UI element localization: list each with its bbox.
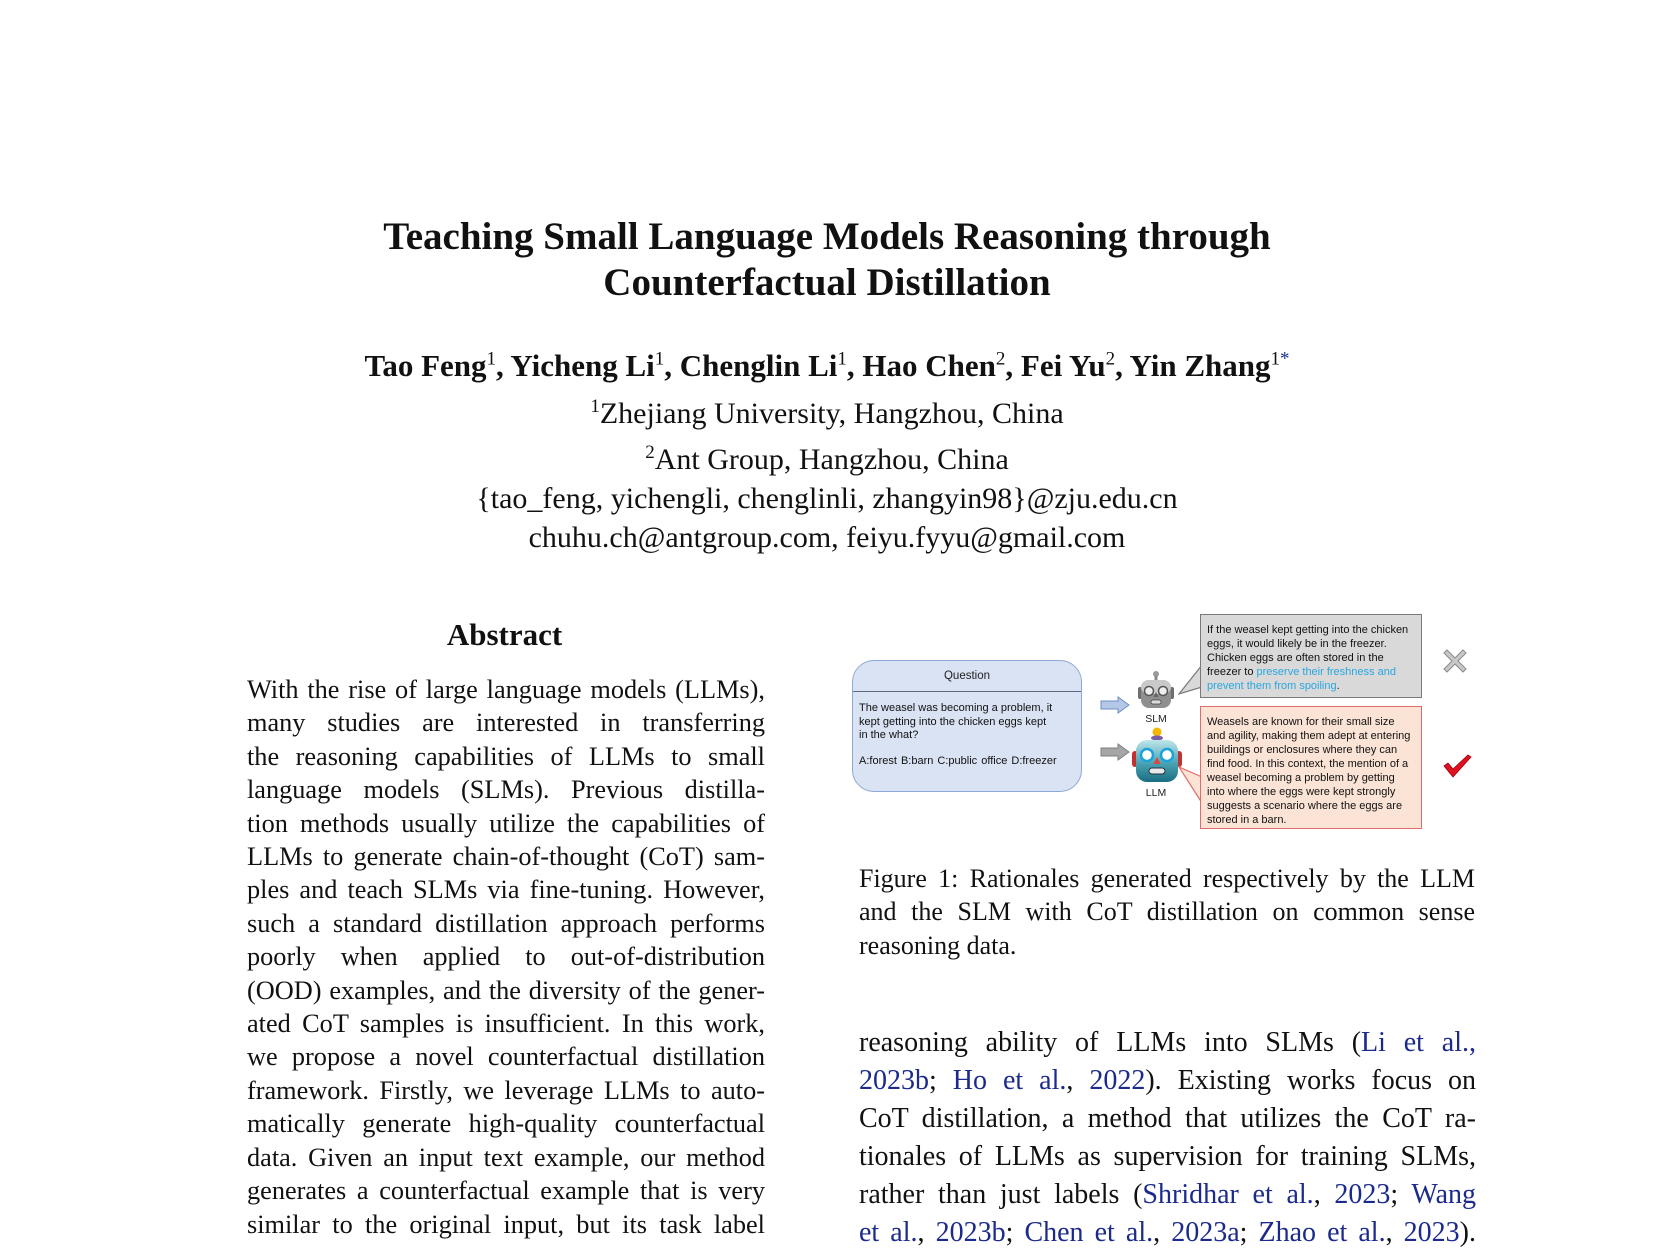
separator: , [1313, 1179, 1335, 1210]
affiliation-1 [0, 387, 1654, 433]
llm-robot-icon [1132, 727, 1182, 783]
citation-shridhar-2023[interactable]: Shridhar et al. [1142, 1179, 1314, 1210]
author-affiliation-mark: 1 [654, 348, 665, 370]
body-line [859, 1214, 1476, 1252]
citation-li-2023b[interactable]: Li et al., [1361, 1027, 1476, 1058]
caption-line: reasoning data. [859, 930, 1017, 960]
corresponding-author-link[interactable]: * [1279, 348, 1290, 370]
question-body [853, 692, 1081, 768]
caption-line: and the SLM with CoT distillation on common sense [859, 897, 1475, 927]
separator: ; [1005, 1217, 1025, 1248]
abstract-line: LLMs to generate chain-of-thought (CoT) sam- [247, 842, 765, 872]
paper-title [0, 214, 1654, 306]
separator: , [664, 348, 680, 383]
abstract-heading: Abstract [446, 617, 563, 652]
slm-rationale-end: . [1336, 680, 1340, 692]
checkmark-icon [1442, 753, 1472, 779]
question-line: The weasel was becoming a problem, it [859, 702, 1053, 714]
abstract-line: ated CoT samples is insufficient. In this work, [247, 1009, 765, 1039]
abstract-line: data. Given an input text example, our method [247, 1142, 765, 1172]
separator: ; [929, 1065, 953, 1096]
body-line [859, 1176, 1476, 1214]
figure-1 [852, 610, 1482, 835]
cross-icon [1442, 648, 1468, 674]
answer-options: A:forest B:barn C:public office D:freezer [859, 754, 1057, 767]
question-line: kept getting into the chicken eggs kept [859, 715, 1047, 728]
separator: , [1115, 348, 1130, 383]
body-text: rather than just labels ( [859, 1179, 1143, 1210]
separator: ; [1390, 1179, 1412, 1210]
abstract-line: many studies are interested in transferring [247, 708, 765, 738]
affiliation-text: Ant Group, Hangzhou, China [654, 443, 1009, 476]
affiliations [0, 387, 1654, 557]
author-name: Hao Chen [862, 348, 996, 383]
abstract-line: (OOD) examples, and the diversity of the gener- [247, 975, 765, 1005]
body-text: reasoning ability of LLMs into SLMs ( [859, 1027, 1362, 1058]
question-line: in the what? [859, 729, 919, 741]
abstract-line: With the rise of large language models (LLMs), [247, 675, 765, 704]
citation-wang-2023b-year[interactable]: 2023b [935, 1217, 1006, 1248]
author-affiliation-mark: 1 [1270, 348, 1280, 370]
citation-chen-2023a[interactable]: Chen et al. [1024, 1217, 1154, 1248]
abstract-line: we propose a novel counterfactual distillation [247, 1042, 765, 1072]
title-line-1: Teaching Small Language Models Reasoning through [383, 215, 1271, 258]
question-box [852, 660, 1082, 792]
citation-wang-2023b-etal[interactable]: et al. [859, 1217, 918, 1248]
author-name: Yicheng Li [510, 348, 655, 383]
body-line: tionales of LLMs as supervision for training SLMs, [859, 1141, 1476, 1172]
author-name: Tao Feng [364, 348, 487, 383]
abstract-line: framework. Firstly, we leverage LLMs to auto- [247, 1075, 765, 1105]
citation-li-2023b-year[interactable]: 2023b [859, 1065, 929, 1096]
author-name: Chenglin Li [679, 348, 838, 383]
arrow-right-icon [1100, 696, 1130, 714]
citation-ho-2022[interactable]: Ho et al. [952, 1065, 1067, 1096]
body-line [859, 1062, 1476, 1100]
abstract-line: language models (SLMs). Previous distilla- [247, 775, 765, 805]
citation-zhao-2023-year[interactable]: 2023 [1403, 1217, 1460, 1248]
body-text: ). [1459, 1217, 1476, 1248]
abstract-line: such a standard distillation approach performs [247, 908, 765, 938]
citation-wang-2023b[interactable]: Wang [1411, 1179, 1477, 1210]
body-text-right [859, 1024, 1476, 1252]
slm-label: SLM [1145, 713, 1167, 725]
separator: , [846, 348, 863, 383]
citation-chen-2023a-year[interactable]: 2023a [1171, 1217, 1240, 1248]
email-line-1: {tao_feng, yichengli, chenglinli, zhangyin98}@zju.edu.cn [476, 482, 1178, 515]
separator: ; [1239, 1217, 1259, 1248]
citation-ho-2022-year[interactable]: 2022 [1089, 1065, 1146, 1096]
abstract-line: generates a counterfactual example that is very [247, 1176, 765, 1206]
slm-rationale-text: If the weasel kept getting into the chicken eggs, it would likely be in the freezer. Chicken eggs are often stored in the freezer to [1207, 624, 1409, 678]
abstract-line: similar to the original input, but its task label [247, 1209, 765, 1239]
llm-rationale-text: Weasels are known for their small size and agility, making them adept at entering buildings or enclosures where they can find food. In this context, the mention of a weasel becoming a problem by getting into where the eggs were kept strongly suggests a scenario where the eggs are stored in a barn. [1207, 716, 1411, 826]
author-name: Fei Yu [1020, 348, 1106, 383]
slm-robot-icon [1137, 670, 1175, 710]
separator: , [1385, 1217, 1404, 1248]
slm-rationale-box [1200, 614, 1422, 698]
body-line: CoT distillation, a method that utilizes the CoT ra- [859, 1103, 1476, 1134]
llm-rationale-box [1200, 706, 1422, 829]
title-line-2: Counterfactual Distillation [603, 261, 1051, 304]
author-list [0, 348, 1654, 384]
separator: , [1005, 348, 1021, 383]
citation-zhao-2023[interactable]: Zhao et al. [1258, 1217, 1386, 1248]
author-affiliation-mark: 2 [995, 348, 1006, 370]
abstract-line: ples and teach SLMs via fine-tuning. However, [247, 875, 765, 905]
author-affiliation-mark: 1 [486, 348, 497, 370]
author-affiliation-mark: 1 [837, 348, 847, 370]
abstract-body [247, 673, 765, 1241]
separator: , [496, 348, 511, 383]
affiliation-text: Zhejiang University, Hangzhou, China [599, 397, 1064, 430]
figure-caption [859, 862, 1475, 962]
email-line-2: chuhu.ch@antgroup.com, feiyu.fyyu@gmail.com [528, 521, 1126, 554]
separator: , [917, 1217, 936, 1248]
separator: , [1153, 1217, 1172, 1248]
affiliation-2 [0, 433, 1654, 479]
affiliation-number: 1 [590, 396, 600, 417]
author-name: Yin Zhang [1129, 348, 1271, 383]
caption-line: Figure 1: Rationales generated respectively by the LLM [859, 864, 1475, 893]
separator: , [1066, 1065, 1090, 1096]
body-text: ). Existing works focus on [1145, 1065, 1477, 1096]
abstract-line: the reasoning capabilities of LLMs to small [247, 741, 765, 771]
citation-shridhar-2023-year[interactable]: 2023 [1334, 1179, 1391, 1210]
question-header: Question [853, 661, 1081, 692]
body-line [859, 1024, 1476, 1062]
author-affiliation-mark: 2 [1105, 348, 1116, 370]
affiliation-number: 2 [645, 442, 655, 463]
abstract-line: matically generate high-quality counterfactual [247, 1109, 765, 1139]
abstract-line: poorly when applied to out-of-distribution [247, 942, 765, 972]
arrow-right-icon [1100, 743, 1130, 761]
slm-rationale-highlight: preserve their freshness and prevent them from spoiling [1207, 666, 1396, 692]
abstract-line: tion methods usually utilize the capabilities of [247, 808, 765, 838]
llm-label: LLM [1145, 787, 1167, 799]
